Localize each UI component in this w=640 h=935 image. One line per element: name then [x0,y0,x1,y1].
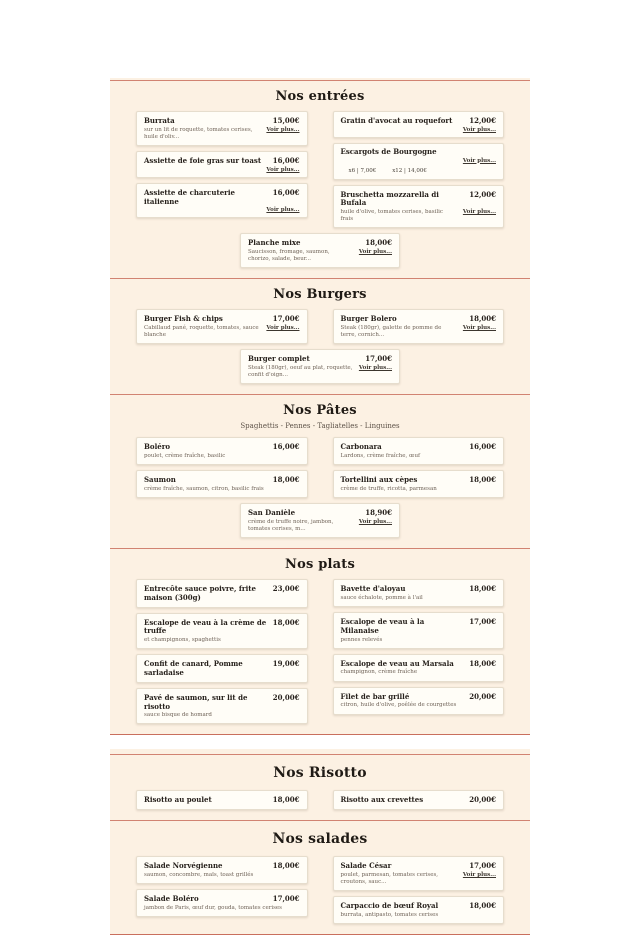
item-price: 17,00€ [365,354,392,364]
menu-item-card [136,111,308,146]
center-row [136,349,504,384]
item-name: Salade Norvégienne [144,861,223,871]
card-top-row [341,475,497,485]
item-description: et champignons, spaghettis [144,637,221,644]
item-price: 20,00€ [469,691,496,701]
card-bottom-row [341,595,497,602]
voir-plus-link[interactable]: Voir plus... [462,126,496,133]
item-description: huile d'olive, tomates cerises, basilic frais [340,209,443,223]
item-description: Steak (180gr), galette de pomme de terre, cornich... [340,325,442,339]
section-heading: Nos Burgers [273,287,367,303]
item-description: sauce échalote, pomme à l'ail [340,594,423,601]
item-price: 18,00€ [469,584,496,594]
item-name: Boléro [144,442,171,452]
card-top-row [144,116,300,126]
card-bottom-row [341,127,497,133]
item-name: Salade Boléro [144,894,199,904]
card-top-row [248,354,392,364]
card-bottom-row [341,702,497,709]
item-price: 16,00€ [272,187,300,197]
section-subtitle: Spaghettis - Pennes - Tagliatelles - Linguines [240,422,400,431]
menu-item-card [333,612,505,649]
menu-section [110,278,530,394]
section-columns [136,111,504,228]
item-description: crème fraîche, saumon, citron, basilic frais [144,486,264,493]
voir-plus-link[interactable]: Voir plus... [266,325,300,332]
column-right [333,437,505,498]
card-bottom-row [341,637,497,644]
card-bottom-row [144,207,300,213]
item-name: Assiette de foie gras sur toast [144,156,262,166]
item-name: Escalope de veau à la Milanaise [340,617,425,635]
menu-group-secondary [110,749,530,935]
item-price: 16,00€ [469,442,496,452]
section-columns [136,437,504,498]
menu-item-card [333,790,505,810]
item-description: jambon de Paris, œuf dur, gouda, tomates cerises [144,904,282,911]
item-description: crème de truffe noire, jambon, tomates cerises, m... [248,518,334,533]
center-row [136,233,504,268]
card-top-row [341,148,497,157]
item-name: Confit de canard, Pomme sarladaise [144,659,243,678]
item-price: 18,00€ [272,795,300,805]
item-name: Filet de bar grillé [340,691,410,701]
item-name: Risotto aux crevettes [340,795,424,805]
card-top-row [144,795,300,805]
item-description: pennes relevés [340,636,383,643]
menu-section [110,548,530,734]
item-description: poulet, crème fraîche, basilic [144,453,226,460]
item-price: 18,00€ [469,658,496,668]
item-price: 20,00€ [272,692,300,702]
item-name: Escalope de veau à la crème de truffe [144,617,267,636]
menu-item-card [136,470,308,498]
card-bottom-row [144,486,300,493]
item-name: Escargots de Bourgogne [340,146,437,156]
voir-plus-link[interactable]: Voir plus... [266,126,300,133]
card-top-row [341,861,497,871]
column-left [136,309,308,344]
card-top-row [144,659,300,678]
card-bottom-row [341,872,497,886]
item-name: San Danièle [248,508,296,518]
voir-plus-link[interactable]: Voir plus... [358,518,392,525]
item-price: 15,00€ [272,116,300,125]
item-price: 12,00€ [469,189,496,199]
card-top-row [341,692,497,702]
item-name: Assiette de charcuterie italienne [144,187,235,206]
menu-group-main [110,78,530,735]
menu-section [110,394,530,548]
column-right [333,309,505,344]
item-name: Salade César [340,861,392,871]
column-left [136,111,308,228]
section-heading: Nos plats [285,557,355,573]
column-left [136,856,308,924]
item-price: 18,00€ [272,617,300,627]
item-name: Gratin d'avocat au roquefort [340,116,453,125]
item-price: 12,00€ [469,116,496,125]
menu-item-card [333,111,505,138]
item-price: 18,00€ [272,475,300,485]
item-name: Tortellini aux cèpes [340,475,418,485]
item-price: 19,00€ [272,659,300,669]
card-top-row [144,861,300,871]
item-name: Planche mixe [248,238,301,248]
card-top-row [341,116,497,126]
card-bottom-row [248,365,392,379]
section-columns [136,790,504,810]
column-left [136,790,308,810]
card-top-row [341,584,497,594]
menu-item-card [136,856,308,884]
column-left [136,437,308,498]
menu-item-card [333,437,505,465]
voir-plus-link[interactable]: Voir plus... [462,325,496,332]
item-name: Bruschetta mozzarella di Bufala [340,189,439,208]
menu-section [110,754,530,820]
section-heading: Nos entrées [275,89,365,104]
item-name: Saumon [144,475,176,485]
voir-plus-link[interactable]: Voir plus... [266,166,300,173]
item-name: Bavette d'aloyau [340,584,406,594]
item-description: citron, huile d'olive, poêlée de courgettes [340,702,457,709]
card-bottom-row [341,486,497,493]
column-right [333,579,505,724]
center-row [136,503,504,538]
card-bottom-row [144,127,300,141]
menu-item-card [136,613,308,650]
card-top-row [341,901,497,911]
card-top-row [144,475,300,485]
menu-item-card [136,309,308,344]
item-name: Burger Bolero [340,314,397,324]
item-name: Risotto au poulet [144,795,212,805]
item-price: 17,00€ [272,314,300,324]
menu-item-card [136,437,308,465]
menu-item-card [136,889,308,917]
menu-item-card [240,349,400,384]
card-top-row [144,156,300,166]
item-name: Carbonara [340,442,382,452]
item-name: Pavé de saumon, sur lit de risotto [144,692,248,711]
card-top-row [341,190,497,209]
item-price: 18,00€ [469,314,496,324]
menu-item-card [333,579,505,607]
item-price: 18,00€ [365,238,392,248]
menu-item-card [333,143,505,180]
item-price: 18,00€ [469,475,496,485]
menu-item-card [136,151,308,178]
section-columns [136,309,504,344]
card-top-row [144,188,300,207]
item-price: 18,00€ [469,901,496,911]
item-description: Cabillaud pané, roquette, tomates, sauce blanche [144,325,259,339]
card-bottom-row [144,637,300,644]
menu-item-card [240,233,400,268]
card-bottom-row [144,325,300,339]
card-top-row [341,442,497,452]
item-name: Burrata [144,116,175,125]
card-bottom-row [341,209,497,223]
menu-item-card [333,185,505,229]
item-description: Steak (180gr), oeuf au plat, roquette, confit d'oign... [248,365,353,379]
item-name: Carpaccio de bœuf Royal [340,901,439,911]
column-right [333,790,505,810]
menu-item-card [333,309,505,344]
menu-item-card [333,470,505,498]
variant-option: x12 | 14,00€ [392,167,427,174]
card-top-row [248,508,392,518]
column-left [136,579,308,724]
card-top-row [144,693,300,712]
menu [110,0,530,935]
card-top-row [144,442,300,452]
item-variants [349,168,497,174]
menu-item-card [333,856,505,891]
menu-section [110,820,530,934]
section-columns [136,579,504,724]
card-bottom-row [144,712,300,719]
menu-section [110,80,530,278]
menu-item-card [136,183,308,219]
item-price: 16,00€ [272,156,300,166]
card-top-row [144,894,300,904]
card-bottom-row [341,912,497,919]
section-columns [136,856,504,924]
card-bottom-row [144,905,300,912]
menu-item-card [333,896,505,924]
card-bottom-row [144,872,300,879]
item-description: burrata, antipasto, tomates cerises [340,912,439,918]
item-name: Burger Fish & chips [144,314,223,324]
card-bottom-row [341,669,497,676]
column-right [333,856,505,924]
item-description: Saucisson, fromage, saumon, chorizo, salade, beur... [248,249,330,263]
item-description: sur un lit de roquette, tomates cerises, huile d'oliv... [144,126,253,140]
section-heading: Nos salades [272,831,368,848]
card-bottom-row [144,453,300,460]
item-name: Escalope de veau au Marsala [340,658,454,668]
card-bottom-row [248,249,392,263]
item-price: 18,00€ [272,861,300,871]
card-top-row [341,795,497,805]
card-top-row [248,238,392,248]
item-description: champignon, crème fraîche [340,669,418,676]
item-price: 16,00€ [272,442,300,452]
menu-item-card [136,688,308,725]
menu-item-card [333,687,505,715]
item-price: 17,00€ [469,861,496,871]
item-price: 18,90€ [365,508,392,518]
card-top-row [341,314,497,324]
card-top-row [341,659,497,669]
menu-item-card [136,579,308,608]
menu-item-card [333,654,505,682]
menu-item-card [240,503,400,538]
item-price: 23,00€ [272,584,300,594]
voir-plus-link[interactable]: Voir plus... [358,249,392,256]
section-heading: Nos Risotto [273,765,367,782]
item-description: sauce bisque de homard [144,712,212,719]
voir-plus-link[interactable]: Voir plus... [462,157,496,164]
item-price: 17,00€ [272,894,300,904]
voir-plus-link[interactable]: Voir plus... [462,871,496,878]
item-name: Entrecôte sauce poivre, frite maison (300g) [144,584,256,602]
card-top-row [144,618,300,637]
card-bottom-row [341,453,497,460]
card-bottom-row [341,325,497,339]
menu-item-card [136,790,308,810]
voir-plus-link[interactable]: Voir plus... [462,209,496,215]
section-heading: Nos Pâtes [283,403,357,419]
item-description: saumon, concombre, maïs, toast grillés [144,871,254,878]
variant-option: x6 | 7,00€ [348,167,377,174]
item-price: 17,00€ [469,617,496,627]
item-description: Lardons, crème fraîche, œuf [340,453,421,460]
card-bottom-row [248,519,392,533]
item-description: poulet, parmesan, tomates cerises, croutons, sauc... [340,871,439,886]
voir-plus-link[interactable]: Voir plus... [266,207,300,214]
card-top-row [144,584,300,603]
voir-plus-link[interactable]: Voir plus... [358,365,392,372]
card-top-row [144,314,300,324]
menu-item-card [136,654,308,683]
item-name: Burger complet [248,354,310,364]
card-top-row [341,617,497,636]
card-bottom-row [341,158,497,164]
card-bottom-row [144,167,300,173]
column-right [333,111,505,228]
item-price: 20,00€ [469,795,496,805]
item-description: crème de truffe, ricotta, parmesan [340,486,437,493]
